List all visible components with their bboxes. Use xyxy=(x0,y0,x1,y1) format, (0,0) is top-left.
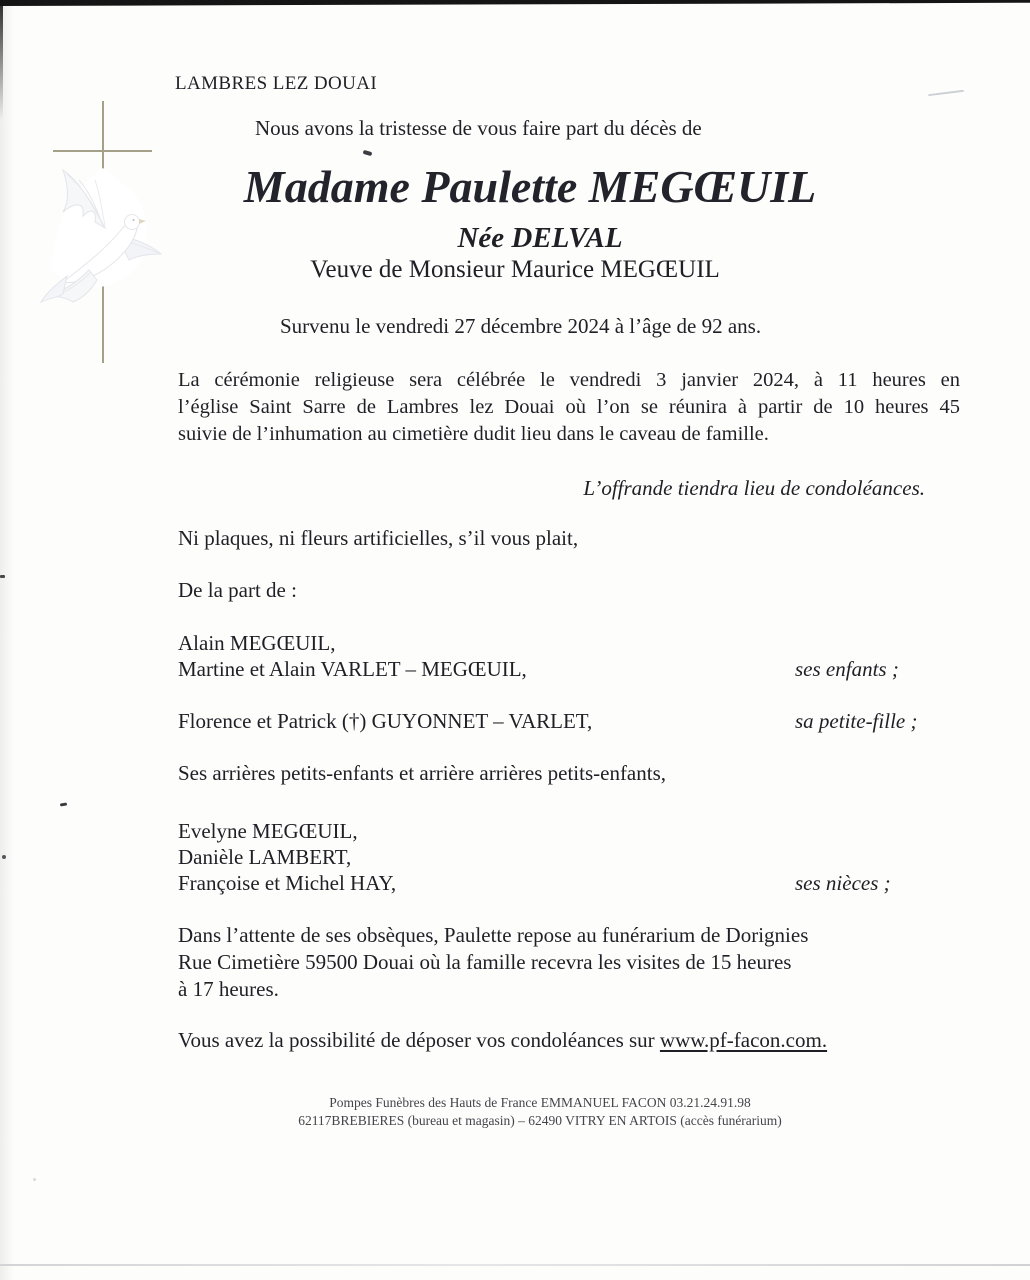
funeral-home-addresses: 62117BREBIERES (bureau et magasin) – 62490 VITRY EN ARTOIS (accès funérarium) xyxy=(298,1113,782,1128)
relation-label: sa petite-fille ; xyxy=(795,709,918,733)
scan-speck xyxy=(2,855,6,859)
announcement-intro: Nous avons la tristesse de vous faire part du décès de xyxy=(255,116,702,140)
family-row xyxy=(178,630,1030,656)
family-name: Françoise et Michel HAY, xyxy=(178,871,397,895)
funeral-home-footer xyxy=(50,1095,1030,1129)
ceremony-line: La cérémonie religieuse sera célébrée le vendredi 3 janvier 2024, à 11 heures en xyxy=(178,369,960,391)
offering-line: L’offrande tiendra lieu de condoléances. xyxy=(583,476,925,500)
scan-speck xyxy=(363,150,373,156)
no-flowers-line: Ni plaques, ni fleurs artificielles, s’il vous plait, xyxy=(178,526,579,550)
funeral-home-contact: Pompes Funèbres des Hauts de France EMMANUEL FACON 03.21.24.91.98 xyxy=(329,1095,751,1110)
family-name: Evelyne MEGŒUIL, xyxy=(178,819,358,843)
family-row xyxy=(178,870,1030,896)
family-name: Ses arrières petits-enfants et arrière arrières petits-enfants, xyxy=(178,761,667,785)
white-dove-icon xyxy=(33,158,173,318)
deceased-name: Madame Paulette MEGŒUIL xyxy=(243,161,817,212)
visitation-line: Rue Cimetière 59500 Douai où la famille recevra les visites de 15 heures xyxy=(178,950,792,974)
relation-label: ses nièces ; xyxy=(795,871,891,895)
dove-eye xyxy=(132,219,134,221)
visitation-paragraph xyxy=(178,922,808,1003)
widow-line: Veuve de Monsieur Maurice MEGŒUIL xyxy=(310,256,720,283)
scan-scratch xyxy=(928,90,964,96)
condolences-website-link[interactable]: www.pf-facon.com. xyxy=(659,1028,828,1052)
scan-edge-bottom xyxy=(0,1264,1030,1266)
condolences-line xyxy=(178,1027,827,1053)
ceremony-line: l’église Saint Sarre de Lambres lez Douai où l’on se réunira à partir de 10 heures 45 xyxy=(178,396,960,418)
scan-speck xyxy=(0,575,5,578)
scan-speck xyxy=(60,802,67,806)
dove-head xyxy=(125,215,140,230)
condolences-text: Vous avez la possibilité de déposer vos condoléances sur xyxy=(178,1028,660,1052)
ceremony-line: suivie de l’inhumation au cimetière dudit lieu dans le caveau de famille. xyxy=(178,423,769,445)
maiden-name: Née DELVAL xyxy=(457,222,623,254)
city-name: LAMBRES LEZ DOUAI xyxy=(175,73,378,94)
scan-edge-top xyxy=(0,0,1030,6)
from-heading: De la part de : xyxy=(178,578,297,602)
scan-edge-left xyxy=(0,0,3,120)
scan-left-shadow xyxy=(0,0,14,1280)
christian-cross-icon xyxy=(53,150,152,152)
death-date-line: Survenu le vendredi 27 décembre 2024 à l’âge de 92 ans. xyxy=(280,314,762,338)
family-row xyxy=(178,818,1030,844)
visitation-line: à 17 heures. xyxy=(178,977,279,1001)
relation-label: ses enfants ; xyxy=(795,657,899,681)
visitation-line: Dans l’attente de ses obsèques, Paulette repose au funérarium de Dorignies xyxy=(178,923,809,947)
family-name: Danièle LAMBERT, xyxy=(178,845,352,869)
family-row xyxy=(178,844,1030,870)
scan-speck xyxy=(33,1178,36,1181)
family-row xyxy=(178,656,1030,682)
family-name: Martine et Alain VARLET – MEGŒUIL, xyxy=(178,657,527,681)
family-name: Alain MEGŒUIL, xyxy=(178,631,336,655)
ceremony-paragraph xyxy=(178,367,960,448)
family-name: Florence et Patrick (†) GUYONNET – VARLET, xyxy=(178,709,593,733)
family-row xyxy=(178,760,1030,786)
family-row xyxy=(178,708,1030,734)
